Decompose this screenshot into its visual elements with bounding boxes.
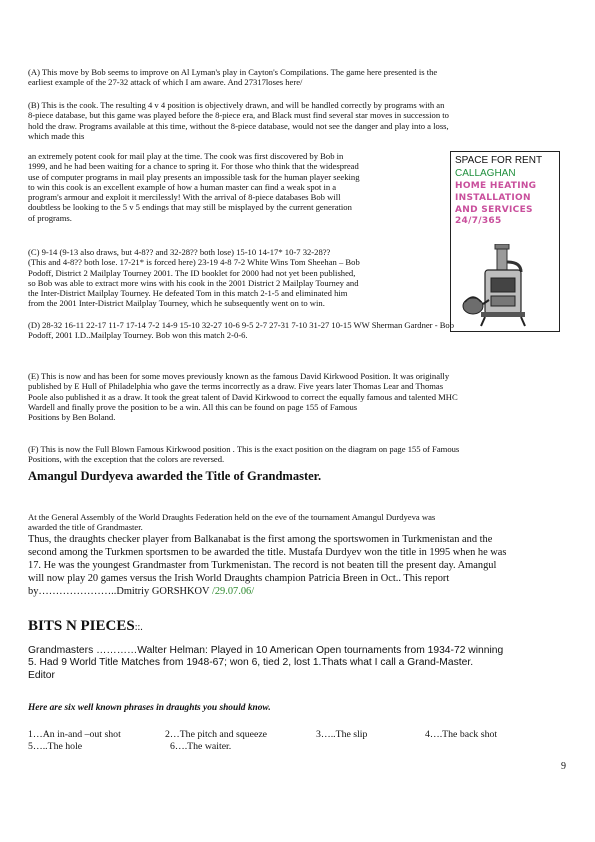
note-e-line: (E) This is now and has been for some moves previously known as the famous David Kirkwood Position. It was originally bbox=[28, 371, 450, 381]
note-b bbox=[28, 100, 449, 141]
stove-icon bbox=[457, 244, 555, 328]
note-b-line: 1999, and he had been waiting for a chance to spring it. For those who think that the widespread bbox=[28, 161, 359, 172]
article-author: by…………………..Dmitriy GORSHKOV bbox=[28, 586, 212, 597]
phrases-list bbox=[28, 729, 548, 754]
advert-services bbox=[455, 181, 559, 228]
bits-text-line: Grandmasters …………Walter Helman: Played in 10 American Open tournaments from 1934-72 winning bbox=[28, 645, 504, 656]
note-b-line: which made this bbox=[28, 130, 85, 141]
note-f bbox=[28, 444, 459, 465]
note-c bbox=[28, 247, 360, 309]
phrase-item: 2…The pitch and squeeze bbox=[165, 729, 268, 740]
note-e-line: Wardell and finally prove the position to be a win. All this can be found on page 155 of Famous bbox=[28, 401, 358, 412]
note-c-line: (C) 9-14 (9-13 also draws, but 4-8?? and 32-28?? both lose) 15-10 14-17* 10-7 32-28?? bbox=[28, 247, 331, 257]
note-a-line: (A) This move by Bob seems to improve on Al Lyman's play in Cayton's Compilations. The game here presented is the bbox=[28, 67, 438, 77]
article-headline: Amangul Durdyeva awarded the Title of Grandmaster. bbox=[28, 469, 322, 483]
advert-service-line: INSTALLATION bbox=[455, 192, 531, 203]
note-d bbox=[28, 320, 454, 341]
article-body-line: 17. He was the youngest Grandmaster from Turkmenistan. The record is not beaten till the present day. Amangul bbox=[28, 560, 497, 571]
note-e-line: Positions by Ben Boland. bbox=[28, 412, 116, 423]
article-intro bbox=[28, 512, 435, 533]
note-d-line: (D) 28-32 16-11 22-17 11-7 17-14 7-2 14-9 15-10 32-27 10-6 9-5 2-7 27-31 7-10 31-27 10-15 WW Sherman Gardner - Bob bbox=[28, 320, 455, 330]
phrase-item: 1…An in-and –out shot bbox=[28, 729, 121, 740]
bits-title-suffix: ::. bbox=[134, 622, 143, 633]
article-byline bbox=[28, 585, 506, 598]
note-c-line: from the 2001 Inter-District Mailplay Tourney, which he subsequently went on to win. bbox=[28, 298, 325, 309]
advert-service-line: 24/7/365 bbox=[455, 216, 502, 227]
note-c-line: the Inter-District Mailplay Tourney. He defeated Tom in this match 2-1-5 and eliminated him bbox=[28, 288, 348, 299]
note-b-line: program's armour and exploit it mercilessly! With the arrival of 8-piece databases Bob will bbox=[28, 192, 341, 203]
article-body bbox=[28, 533, 506, 598]
phrases-heading: Here are six well known phrases in draughts you should know. bbox=[28, 703, 271, 713]
note-b-line: to win this cook is an excellent example of how a human master can find a weak spot in a bbox=[28, 181, 337, 192]
note-b-line: doubtless be looking to the 5 v 5 endings that may still be misplayed by the current generation bbox=[28, 202, 352, 213]
note-e-line: Poole also published it as a draw. It took the great talent of David Kirkwood to correct the equally famous and talented MHC bbox=[28, 391, 458, 402]
article-intro-line: At the General Assembly of the World Draughts Federation held on the eve of the tournament Amangul Durdyeva was bbox=[28, 512, 436, 522]
article-intro-line: awarded the title of Grandmaster. bbox=[28, 522, 143, 533]
note-f-line: Positions, with the exception that the colors are reversed. bbox=[28, 454, 225, 465]
article-body-line: will now play 20 games versus the Irish World Draughts champion Patricia Breen in Oct.. This report bbox=[28, 573, 450, 584]
advert-service-line: AND SERVICES bbox=[455, 204, 533, 215]
note-b-line: an extremely potent cook for mail play at the time. The cook was first discovered by Bob in bbox=[28, 151, 344, 161]
note-b-line: use of computer programs in mail play presents an impossible task for the human player seeking bbox=[28, 171, 360, 182]
advert-headline: SPACE FOR RENT bbox=[455, 155, 543, 166]
phrase-item: 4….The back shot bbox=[425, 729, 498, 740]
page-number: 9 bbox=[561, 761, 566, 772]
advert-box bbox=[450, 151, 560, 332]
phrase-item: 6….The waiter. bbox=[170, 741, 232, 753]
bits-text-line: Editor bbox=[28, 669, 55, 681]
bits-section-title bbox=[28, 618, 143, 635]
note-b-line: 8-piece database, but this game was played before the 8-piece era, and Black must find several star moves in succession to bbox=[28, 110, 449, 121]
note-b-line: hold the draw. Programs available at this time, without the 8-piece database, would not see the danger and play into a loss, bbox=[28, 120, 449, 131]
bits-text-line: 5. Had 9 World Title Matches from 1948-67; won 6, tied 2, lost 1.Thats what I call a Grand-Master. bbox=[28, 657, 474, 669]
note-c-line: so Bob was able to extract more wins with his cook in the 2001 District 2 Mailplay Tourney and bbox=[28, 277, 359, 288]
note-d-line: Podoff, 2001 I.D..Mailplay Tourney. Bob won this match 2-0-6. bbox=[28, 330, 248, 341]
advert-service-line: HOME HEATING bbox=[455, 181, 537, 191]
article-date: /29.07.06/ bbox=[211, 586, 255, 597]
note-a-line: earliest example of the 27-32 attack of which I am aware. And 27317loses here/ bbox=[28, 77, 303, 88]
note-c-line: Podoff, District 2 Mailplay Tourney 2001. The ID booklet for 2000 had not yet been published, bbox=[28, 267, 356, 278]
bits-title-text: BITS N PIECES bbox=[28, 618, 135, 634]
advert-company: CALLAGHAN bbox=[455, 168, 516, 179]
phrase-item: 3…..The slip bbox=[316, 729, 368, 740]
note-c-line: (This and 4-8?? both lose. 17-21* is forced here) 23-19 4-8 7-2 White Wins Tom Sheehan – Bob bbox=[28, 257, 360, 268]
article-body-line: Thus, the draughts checker player from Balkanabat is the first among the sportswomen in Turkmenistan and the bbox=[28, 534, 493, 545]
note-e-line: published by E Hull of Philadelphia who gave the terms incorrectly as a draw. Five years later Thomas Lear and Thomas bbox=[28, 381, 444, 392]
phrase-item: 5…..The hole bbox=[28, 741, 83, 753]
note-b-continued bbox=[28, 151, 360, 223]
note-b-line: (B) This is the cook. The resulting 4 v 4 position is objectively drawn, and will be handled correctly by programs with an bbox=[28, 100, 445, 110]
note-b-line: of programs. bbox=[28, 212, 72, 223]
note-f-line: (F) This is now the Full Blown Famous Kirkwood position . This is the exact position on the diagram on page 155 of Famous bbox=[28, 444, 460, 454]
bits-text bbox=[28, 645, 503, 682]
note-a bbox=[28, 67, 437, 88]
article-body-line: second among the Turkmen sportsmen to be awarded the title. Mustafa Durdyev won the title in 1995 when he was bbox=[28, 547, 507, 558]
note-e bbox=[28, 371, 458, 422]
